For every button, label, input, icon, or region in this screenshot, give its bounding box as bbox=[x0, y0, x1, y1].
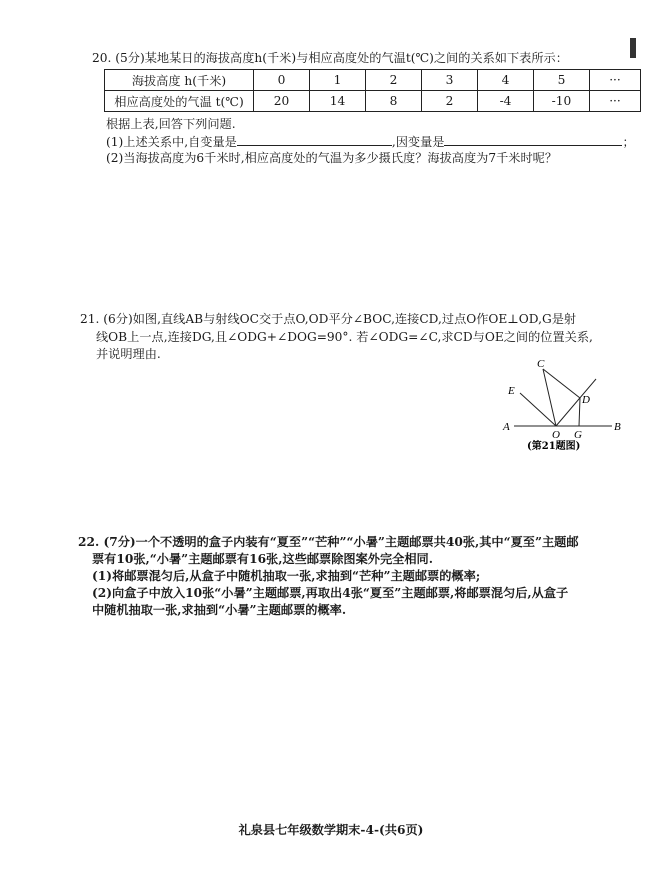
answer-blank-dependent[interactable] bbox=[444, 133, 622, 146]
label-e: E bbox=[508, 385, 515, 397]
q20-part1-text-a: (1)上述关系中,自变量是 bbox=[106, 135, 237, 149]
table-cell: 20 bbox=[254, 91, 310, 112]
figure-caption: (第21题图) bbox=[527, 441, 581, 452]
table-cell: 2 bbox=[366, 70, 422, 91]
q20-title: 20. (5分)某地某日的海拔高度h(千米)与相应高度处的气温t(℃)之间的关系如下表所示： bbox=[92, 51, 568, 65]
table-cell: ··· bbox=[590, 70, 641, 91]
q20-intro: 根据上表,回答下列问题. bbox=[106, 117, 236, 131]
table-cell: 14 bbox=[310, 91, 366, 112]
table-cell: 0 bbox=[254, 70, 310, 91]
table-cell: 4 bbox=[478, 70, 534, 91]
q20-part1-end: ； bbox=[622, 135, 635, 149]
table-cell: -4 bbox=[478, 91, 534, 112]
q21-geometry-figure bbox=[500, 355, 630, 455]
table-cell: ··· bbox=[590, 91, 641, 112]
table-cell: 1 bbox=[310, 70, 366, 91]
q20-part1 bbox=[106, 133, 635, 150]
table-cell: -10 bbox=[534, 91, 590, 112]
q21-line3: 并说明理由. bbox=[96, 347, 161, 361]
label-g: G bbox=[574, 429, 582, 441]
q22-line3: (1)将邮票混匀后,从盒子中随机抽取一张,求抽到“芒种”主题邮票的概率; bbox=[92, 569, 481, 583]
scan-edge-mark bbox=[630, 38, 636, 58]
table-cell: 5 bbox=[534, 70, 590, 91]
row-header-height: 海拔高度 h(千米) bbox=[105, 70, 254, 91]
q22-line1: 22. (7分)一个不透明的盒子内装有“夏至”“芒种”“小暑”主题邮票共40张,其中“夏至”主题邮 bbox=[78, 535, 579, 549]
label-c: C bbox=[537, 358, 545, 370]
row-header-temp: 相应高度处的气温 t(℃) bbox=[105, 91, 254, 112]
q22-line5: 中随机抽取一张,求抽到“小暑”主题邮票的概率. bbox=[92, 603, 347, 617]
segment-dg bbox=[579, 398, 580, 426]
ray-od bbox=[556, 379, 596, 426]
label-b: B bbox=[614, 421, 621, 433]
table-row bbox=[105, 70, 641, 91]
answer-blank-independent[interactable] bbox=[237, 133, 392, 146]
page-footer: 礼泉县七年级数学期末-4-(共6页) bbox=[238, 823, 424, 837]
label-o: O bbox=[552, 429, 560, 441]
q21-line2: 线OB上一点,连接DG,且∠ODG+∠DOG=90°. 若∠ODG=∠C,求CD与OE之间的位置关系, bbox=[96, 330, 593, 344]
table-cell: 2 bbox=[422, 91, 478, 112]
ray-oe bbox=[520, 393, 556, 426]
q21-line1: 21. (6分)如图,直线AB与射线OC交于点O,OD平分∠BOC,连接CD,过点O作OE⊥OD,G是射 bbox=[80, 312, 577, 326]
table-cell: 3 bbox=[422, 70, 478, 91]
q20-part2: (2)当海拔高度为6千米时,相应高度处的气温为多少摄氏度？海拔高度为7千米时呢？ bbox=[106, 151, 558, 165]
table-cell: 8 bbox=[366, 91, 422, 112]
q20-part1-text-b: ,因变量是 bbox=[391, 135, 445, 149]
label-a: A bbox=[503, 421, 510, 433]
q22-line2: 票有10张,“小暑”主题邮票有16张,这些邮票除图案外完全相同. bbox=[92, 552, 433, 566]
label-d: D bbox=[582, 394, 590, 406]
q20-table bbox=[104, 69, 641, 112]
table-row bbox=[105, 91, 641, 112]
q22-line4: (2)向盒子中放入10张“小暑”主题邮票,再取出4张“夏至”主题邮票,将邮票混匀后,从盒子 bbox=[92, 586, 569, 600]
